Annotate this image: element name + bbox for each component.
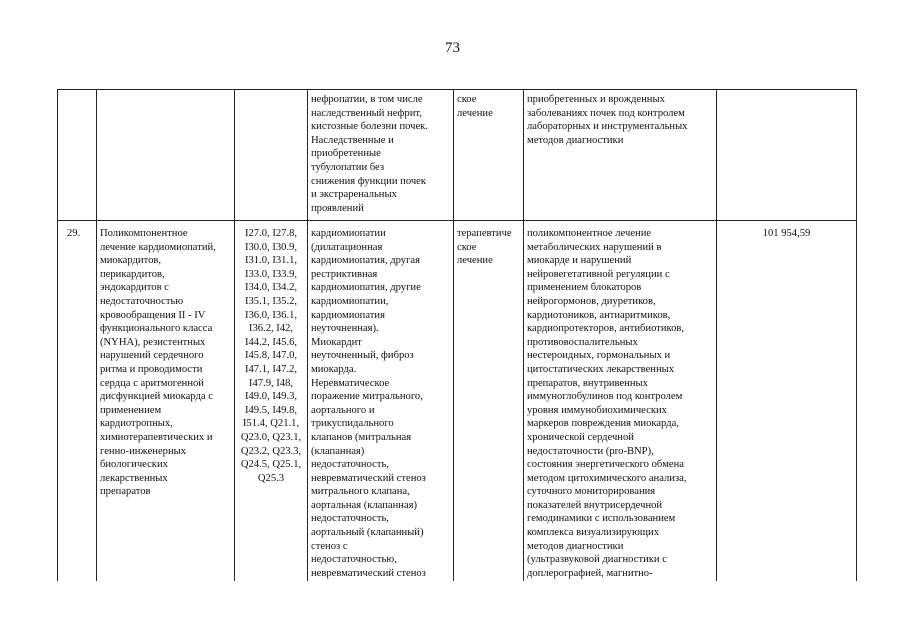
treatment-method-cell xyxy=(524,90,717,221)
patient-model-cell xyxy=(308,221,454,581)
treatment-name: Поликомпонентное лечение кардиомиопатий, миокардитов, перикардитов, эндокардитов с недостаточностью кровообращения II - IV функционального класса (NYHA), резистентных нарушений сердечного ритма и проводимости сердца с аритмогенной дисфункцией миокарда с применением кардиотропных, химиотерапевтических и генно-инженерных биологических лекарственных препаратов xyxy=(100,228,216,498)
price-cell xyxy=(717,90,857,221)
treatment-type-cell xyxy=(454,90,524,221)
row-number: 29. xyxy=(67,228,81,239)
treatment-method: поликомпонентное лечение метаболических нарушений в миокарде и нарушений нейровегетативной регуляции с применением блокаторов нейрогормонов, диуретиков, кардиотоников, антиаритмиков, кардиопротекторов, антибиотиков, противовоспалительных нестероидных, гормональных и цитостатических лекарственных препаратов, внутривенных иммуноглобулинов под контролем уровня иммунобиохимических маркеров повреждения миокарда, хронической сердечной недостаточности (pro-BNP), состояния энергетического обмена методом цитохимического анализа, суточного мониторирования показателей внутрисердечной гемодинамики с использованием комплекса визуализирующих методов диагностики (ультразвуковой диагностики с доплерографией, магнитно- xyxy=(527,228,687,579)
icd-codes-cell xyxy=(235,221,308,581)
icd-codes: I27.0, I27.8, I30.0, I30.9, I31.0, I31.1, I33.0, I33.9, I34.0, I34.2, I35.1, I35.2, I36.0, I36.1, I36.2, I42, I44.2, I45.6, I45.8, I47.0, I47.1, I47.2, I47.9, I48, I49.0, I49.3, I49.5, I49.8, I51.4, Q21.1, Q23.0, Q23.1, Q23.2, Q23.3, Q24.5, Q25.1, Q25.3 xyxy=(240,228,302,484)
icd-codes-cell xyxy=(235,90,308,221)
treatment-type: ское лечение xyxy=(457,94,493,119)
row-number-cell xyxy=(58,221,97,581)
row-number-cell xyxy=(58,90,97,221)
price-cell xyxy=(717,221,857,581)
treatment-name-cell xyxy=(97,90,235,221)
page-number: 73 xyxy=(445,40,460,56)
treatment-type-cell xyxy=(454,221,524,581)
treatment-name-cell xyxy=(97,221,235,581)
patient-model: нефропатии, в том числе наследственный нефрит, кистозные болезни почек. Наследственные и приобретенные тубулопатии без снижения функции почек и экстраренальных проявлений xyxy=(311,94,428,214)
patient-model: кардиомиопатии (дилатационная кардиомиопатия, другая рестриктивная кардиомиопатия, другие кардиомиопатии, кардиомиопатия неуточненная). Миокардит неуточненный, фиброз миокарда. Неревматическое поражение митрального, аортального и трикуспидального клапанов (митральная (клапанная) недостаточность, невревматический стеноз митрального клапана, аортальная (клапанная) недостаточность, аортальный (клапанный) стеноз с недостаточностью, невревматический стеноз xyxy=(311,228,426,579)
treatment-type: терапевтиче ское лечение xyxy=(457,228,512,267)
services-table xyxy=(57,89,857,581)
price: 101 954,59 xyxy=(762,228,811,239)
treatment-method-cell xyxy=(524,221,717,581)
treatment-method: приобретенных и врожденных заболеваниях почек под контролем лабораторных и инструментальных методов диагностики xyxy=(527,94,688,146)
table-row xyxy=(58,221,857,581)
patient-model-cell xyxy=(308,90,454,221)
table-row xyxy=(58,90,857,221)
